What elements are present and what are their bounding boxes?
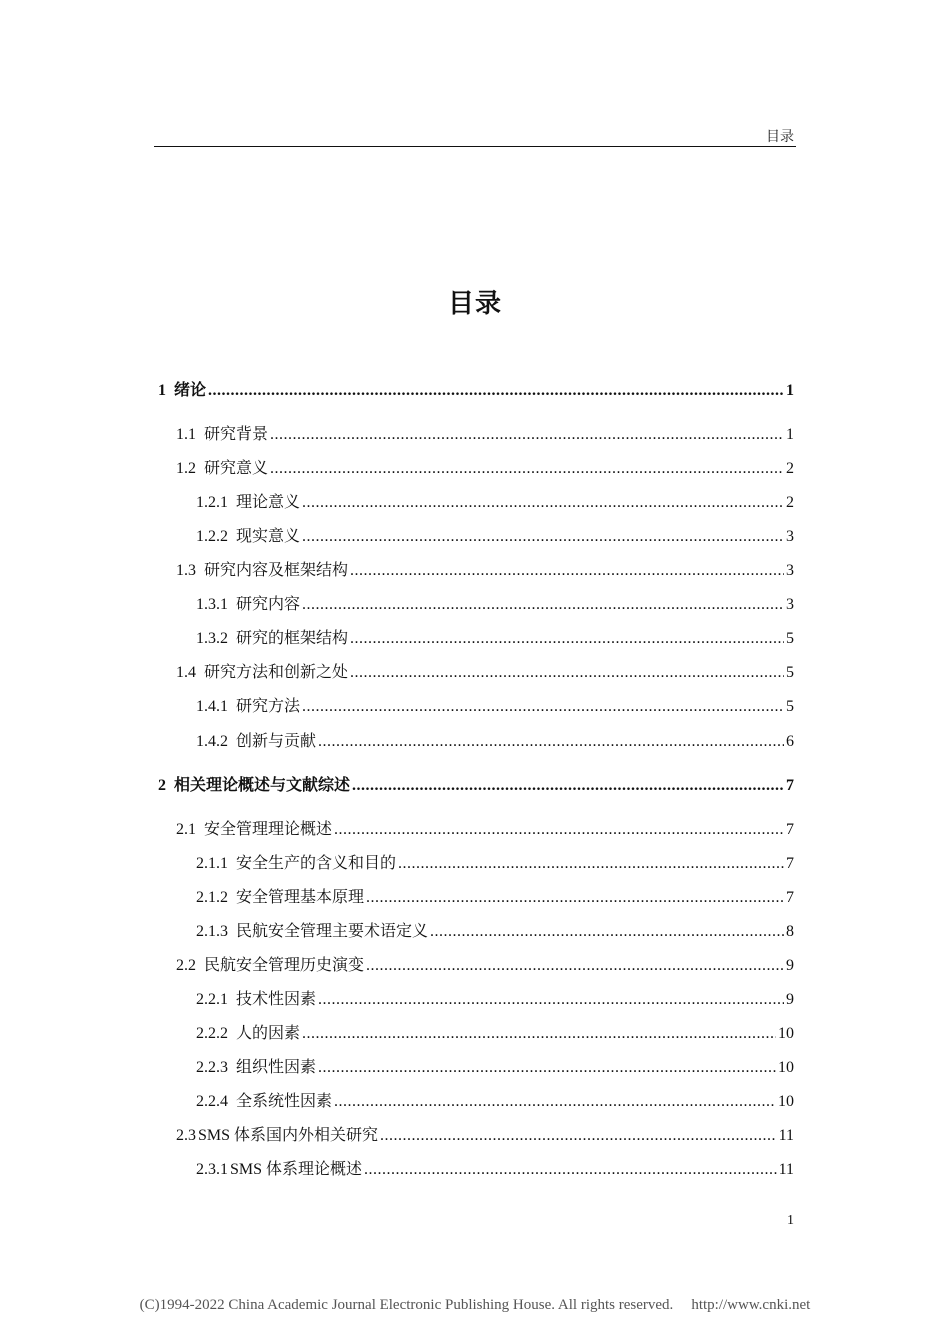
toc-page: 2 [786, 460, 794, 477]
toc-number: 1.3.1 [196, 596, 228, 613]
toc-number: 1.4 [176, 664, 196, 681]
dot-leader [270, 458, 784, 480]
dot-leader [364, 1159, 777, 1181]
toc-entry-1-2-2[interactable] [196, 526, 794, 548]
toc-number: 2.1 [176, 821, 196, 838]
toc-title: 研究内容及框架结构 [204, 562, 349, 579]
page-title: 目录 [447, 289, 502, 318]
toc-entry-1[interactable] [158, 380, 794, 402]
toc-number: 2.1.3 [196, 923, 228, 940]
toc-page: 10 [778, 1059, 794, 1076]
toc-page: 3 [786, 596, 794, 613]
toc-title: 组织性因素 [236, 1059, 317, 1076]
toc-entry-1-2[interactable] [176, 458, 794, 480]
toc-title: 创新与贡献 [236, 733, 317, 750]
toc-entry-2-1-1[interactable] [196, 853, 794, 875]
toc-entry-1-1[interactable] [176, 424, 794, 446]
toc-entry-1-2-1[interactable] [196, 492, 794, 514]
toc-title: 研究的框架结构 [236, 630, 349, 647]
toc-number: 2.2 [176, 957, 196, 974]
toc-page: 5 [786, 698, 794, 715]
cnki-url[interactable]: http://www.cnki.net [691, 1297, 811, 1313]
toc-page: 2 [786, 494, 794, 511]
toc-number: 1.2 [176, 460, 196, 477]
dot-leader [334, 819, 784, 841]
dot-leader [334, 1091, 776, 1113]
toc-entry-2[interactable] [158, 775, 794, 797]
toc-number: 1.3 [176, 562, 196, 579]
dot-leader [350, 628, 784, 650]
toc-number: 2.3.1 [196, 1161, 228, 1178]
toc-page: 6 [786, 733, 794, 750]
toc-number: 2.3 [176, 1127, 196, 1144]
toc-number: 2.2.2 [196, 1025, 228, 1042]
toc-entry-1-4-2[interactable] [196, 731, 794, 753]
dot-leader [318, 1057, 776, 1079]
toc-page: 3 [786, 562, 794, 579]
toc-page: 5 [786, 630, 794, 647]
toc-entry-2-2-4[interactable] [196, 1091, 794, 1113]
toc-page: 9 [786, 991, 794, 1008]
toc-page: 11 [778, 1161, 794, 1178]
toc-number: 1.1 [176, 426, 196, 443]
toc-page: 7 [786, 821, 794, 838]
toc-entry-1-4[interactable] [176, 662, 794, 684]
dot-leader [208, 380, 784, 402]
toc-page: 5 [786, 664, 794, 681]
toc-number: 2.2.3 [196, 1059, 228, 1076]
toc-entry-2-2-3[interactable] [196, 1057, 794, 1079]
toc-number: 2.1.2 [196, 889, 228, 906]
toc-page: 1 [786, 382, 794, 399]
dot-leader [380, 1125, 777, 1147]
toc-title: 安全生产的含义和目的 [236, 855, 397, 872]
toc-page: 10 [778, 1093, 794, 1110]
toc-number: 2 [158, 777, 166, 794]
dot-leader [366, 887, 784, 909]
toc-number: 1.2.1 [196, 494, 228, 511]
toc-entry-2-1[interactable] [176, 819, 794, 841]
toc-entry-2-2-2[interactable] [196, 1023, 794, 1045]
toc-title: 研究内容 [236, 596, 301, 613]
toc-number: 1.3.2 [196, 630, 228, 647]
copyright-text: (C)1994-2022 China Academic Journal Electronic Publishing House. All rights reserved. [139, 1297, 674, 1313]
toc-title: 全系统性因素 [236, 1093, 333, 1110]
toc-title: 相关理论概述与文献综述 [174, 777, 351, 794]
toc-title: 研究方法和创新之处 [204, 664, 349, 681]
dot-leader [318, 731, 784, 753]
toc-page: 11 [778, 1127, 794, 1144]
toc-entry-2-1-3[interactable] [196, 921, 794, 943]
dot-leader [430, 921, 784, 943]
toc-number: 2.1.1 [196, 855, 228, 872]
toc-title: 民航安全管理主要术语定义 [236, 923, 429, 940]
dot-leader [350, 662, 784, 684]
toc-page: 3 [786, 528, 794, 545]
toc-page: 7 [786, 855, 794, 872]
toc-title: 安全管理基本原理 [236, 889, 365, 906]
toc-title: 安全管理理论概述 [204, 821, 333, 838]
toc-entry-1-3-2[interactable] [196, 628, 794, 650]
toc-title: 技术性因素 [236, 991, 317, 1008]
toc-entry-2-3[interactable] [176, 1125, 794, 1147]
dot-leader [350, 560, 784, 582]
toc-number: 1.4.1 [196, 698, 228, 715]
toc-title: SMS 体系国内外相关研究 [198, 1127, 379, 1144]
toc-entry-2-2[interactable] [176, 955, 794, 977]
toc-title: 绪论 [174, 382, 207, 399]
toc-entry-1-4-1[interactable] [196, 696, 794, 718]
toc-entry-2-1-2[interactable] [196, 887, 794, 909]
dot-leader [270, 424, 784, 446]
toc-entry-1-3[interactable] [176, 560, 794, 582]
running-header: 目录 [766, 130, 794, 145]
toc-page: 8 [786, 923, 794, 940]
toc-number: 1.4.2 [196, 733, 228, 750]
dot-leader [398, 853, 784, 875]
toc-number: 2.2.1 [196, 991, 228, 1008]
toc-title: 研究背景 [204, 426, 269, 443]
dot-leader [302, 526, 784, 548]
dot-leader [318, 989, 784, 1011]
toc-page: 9 [786, 957, 794, 974]
toc-title: 人的因素 [236, 1025, 301, 1042]
toc-number: 1.2.2 [196, 528, 228, 545]
page-number: 1 [787, 1213, 794, 1228]
dot-leader [352, 775, 784, 797]
toc-title: SMS 体系理论概述 [230, 1161, 363, 1178]
toc-page: 7 [786, 889, 794, 906]
toc-title: 现实意义 [236, 528, 301, 545]
toc-page: 7 [786, 777, 794, 794]
toc-title: 民航安全管理历史演变 [204, 957, 365, 974]
toc-title: 研究方法 [236, 698, 301, 715]
toc-entry-2-3-1[interactable] [196, 1159, 794, 1181]
dot-leader [366, 955, 784, 977]
toc-number: 2.2.4 [196, 1093, 228, 1110]
dot-leader [302, 594, 784, 616]
toc-page: 10 [778, 1025, 794, 1042]
dot-leader [302, 696, 784, 718]
copyright-line [0, 1297, 950, 1314]
toc-title: 理论意义 [236, 494, 301, 511]
dot-leader [302, 1023, 776, 1045]
dot-leader [302, 492, 784, 514]
toc-page: 1 [786, 426, 794, 443]
toc-entry-1-3-1[interactable] [196, 594, 794, 616]
toc-number: 1 [158, 382, 166, 399]
toc-entry-2-2-1[interactable] [196, 989, 794, 1011]
toc-title: 研究意义 [204, 460, 269, 477]
